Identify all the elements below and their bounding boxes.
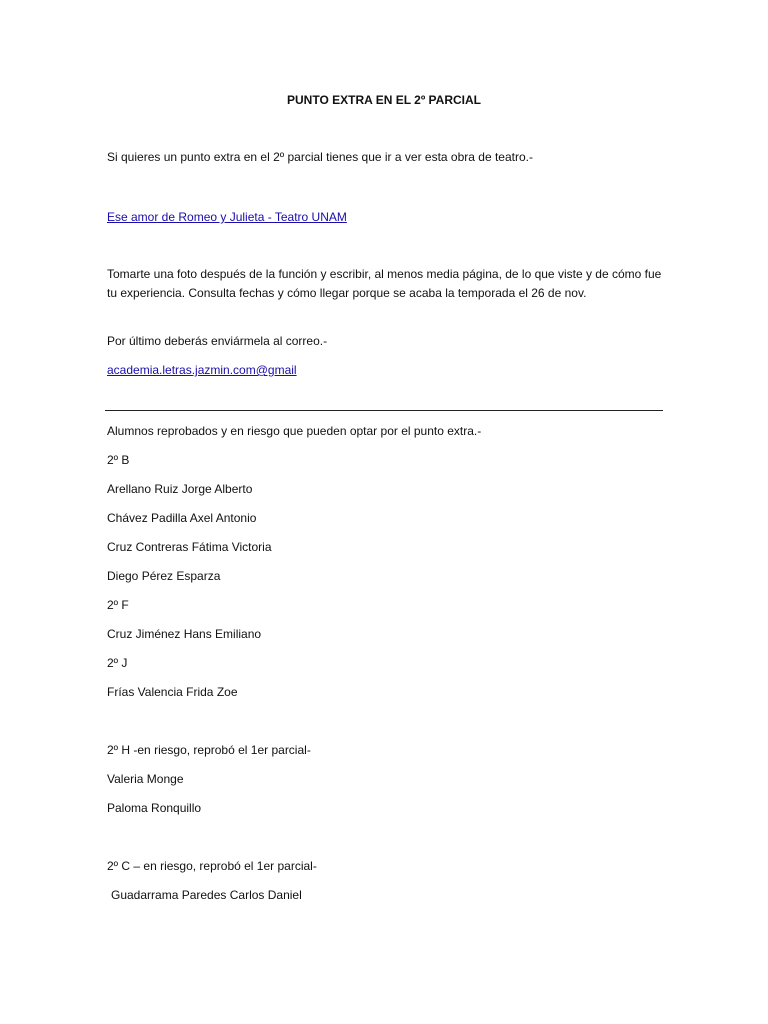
student-name: Valeria Monge [107, 772, 184, 786]
play-link[interactable]: Ese amor de Romeo y Julieta - Teatro UNAM [107, 210, 347, 224]
intro-text: Si quieres un punto extra en el 2º parcial tienes que ir a ver esta obra de teatro.- [107, 150, 533, 164]
send-note-text: Por último deberás enviármela al correo.- [107, 334, 328, 348]
student-name: Cruz Jiménez Hans Emiliano [107, 627, 262, 641]
group-label-2h: 2º H -en riesgo, reprobó el 1er parcial- [107, 743, 311, 757]
students-heading: Alumnos reprobados y en riesgo que pueden optar por el punto extra.- [107, 424, 482, 438]
student-name: Guadarrama Paredes Carlos Daniel [111, 888, 302, 902]
horizontal-divider [105, 410, 663, 411]
group-label-2b: 2º B [107, 453, 130, 467]
student-name: Frías Valencia Frida Zoe [107, 685, 238, 699]
group-label-2f: 2º F [107, 598, 129, 612]
group-label-2c: 2º C – en riesgo, reprobó el 1er parcial- [107, 859, 317, 873]
group-label-2j: 2º J [107, 656, 128, 670]
student-name: Arellano Ruiz Jorge Alberto [107, 482, 253, 496]
student-name: Diego Pérez Esparza [107, 569, 221, 583]
email-link[interactable]: academia.letras.jazmin.com@gmail [107, 363, 297, 377]
instructions-text: Tomarte una foto después de la función y escribir, al menos media página, de lo que viste y de cómo fue tu experiencia. Consulta fechas y cómo llegar porque se acaba la temporada el 26 de nov. [107, 267, 662, 300]
email-wrapper [107, 361, 297, 380]
play-link-wrapper [107, 208, 347, 227]
student-name: Chávez Padilla Axel Antonio [107, 511, 257, 525]
student-name: Paloma Ronquillo [107, 801, 202, 815]
student-name: Cruz Contreras Fátima Victoria [107, 540, 272, 554]
page-title: PUNTO EXTRA EN EL 2º PARCIAL [287, 93, 481, 107]
